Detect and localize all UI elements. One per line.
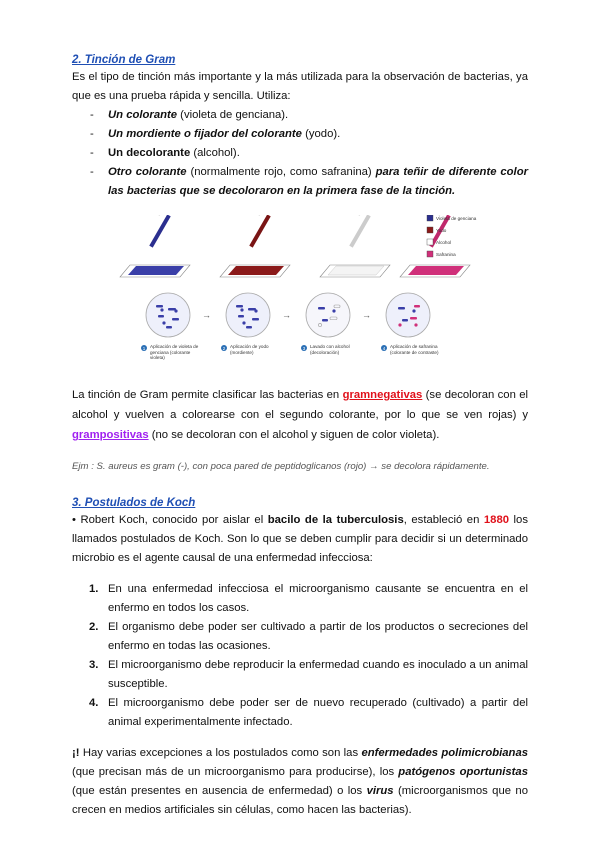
micro-circle-2	[226, 293, 270, 337]
list-item: - Un decolorante (alcohol).	[90, 147, 240, 159]
slide-safranin	[400, 215, 470, 277]
list-item: 3. El microorganismo debe reproducir la enfermedad cuando es inoculado a un animal susceptible.	[89, 659, 528, 690]
svg-text:2: 2	[222, 346, 226, 351]
gram-intro: Es el tipo de tinción más importante y la más utilizada para la observación de bacterias, ya que es una prueba rápida y sencilla. Utiliza:	[72, 71, 528, 102]
grampositive-term: grampositivas	[72, 429, 149, 441]
legend	[427, 215, 477, 257]
list-item: 4. El microorganismo debe poder ser de nuevo recuperado (cultivado) a partir del animal experimentalmente infectado.	[89, 697, 528, 728]
list-item: 1. En una enfermedad infecciosa el microorganismo causante se encuentra en el enfermo en todos los casos.	[89, 583, 528, 614]
micro-circle-3	[306, 293, 350, 337]
document-page	[72, 54, 528, 820]
arrow-icon: →	[362, 310, 371, 320]
section-heading-gram: 2. Tinción de Gram	[72, 54, 176, 66]
gram-classification: La tinción de Gram permite clasificar las bacterias en gramnegativas (se decoloran con el alcohol y vuelven a colorearse con el segundo colorante, por lo que se ven rojas) y grampositivas (no se decoloran con el alcohol y siguen de color violeta).	[72, 389, 528, 441]
postulates-list	[72, 580, 528, 732]
step-caption-3: Lavado con alcohol (decoloración)	[310, 344, 350, 355]
arrow-icon: →	[202, 310, 211, 320]
micro-circle-1	[146, 293, 190, 337]
step-caption-2: Aplicación de yodo (mordiente)	[230, 344, 269, 355]
example-note: Ejm : S. aureus es gram (-), con poca pared de peptidoglicanos (rojo) → se decolora rápidamente.	[72, 461, 490, 472]
step-caption-1: Aplicación de violeta de genciana (colorante violeta)	[150, 344, 199, 361]
reagent-list	[72, 106, 528, 201]
gram-stain-diagram	[72, 215, 528, 375]
koch-intro: • Robert Koch, conocido por aislar el bacilo de la tuberculosis, estableció en 1880 los llamados postulados de Koch. Son lo que se deben cumplir para decidir si un determinado microbio es el agente causal de una enfermedad infecciosa:	[72, 514, 528, 564]
legend-violet: Violeta de genciana	[436, 216, 477, 221]
slide-iodine	[220, 215, 290, 277]
arrow-icon: →	[282, 310, 291, 320]
svg-text:1: 1	[142, 346, 146, 351]
list-item: - Un colorante (violeta de genciana).	[90, 109, 289, 121]
section-heading-koch: 3. Postulados de Koch	[72, 497, 196, 509]
exceptions-paragraph: ¡! Hay varias excepciones a los postulados como son las enfermedades polimicrobianas (que precisan más de un microorganismo para producirse), los patógenos oportunistas (que están presentes en ausencia de enfermedad) o los virus (microorganismos que no crecen en medios artificiales sin células, como hacen las bacterias).	[72, 747, 529, 816]
list-item: - Otro colorante (normalmente rojo, como safranina) para teñir de diferente color las bacterias que se decoloraron en la primera fase de la tinción.	[90, 166, 528, 197]
svg-text:3: 3	[302, 346, 306, 351]
list-item: - Un mordiente o fijador del colorante (yodo).	[90, 128, 341, 140]
gramnegative-term: gramnegativas	[342, 389, 423, 401]
legend-safranin: Safranina	[436, 252, 456, 257]
legend-iodine: Yodo	[436, 228, 447, 233]
slide-alcohol	[320, 215, 390, 277]
micro-circle-4	[386, 293, 430, 337]
legend-alcohol: Alcohol	[436, 240, 452, 245]
svg-text:4: 4	[382, 346, 386, 351]
list-item: 2. El organismo debe poder ser cultivado a partir de los productos o secreciones del enfermo en todas las ocasiones.	[89, 621, 528, 652]
step-caption-4: Aplicación de safranina (colorante de contraste)	[390, 344, 439, 355]
gram-stain-figure	[72, 215, 528, 375]
slide-violet	[120, 215, 190, 277]
